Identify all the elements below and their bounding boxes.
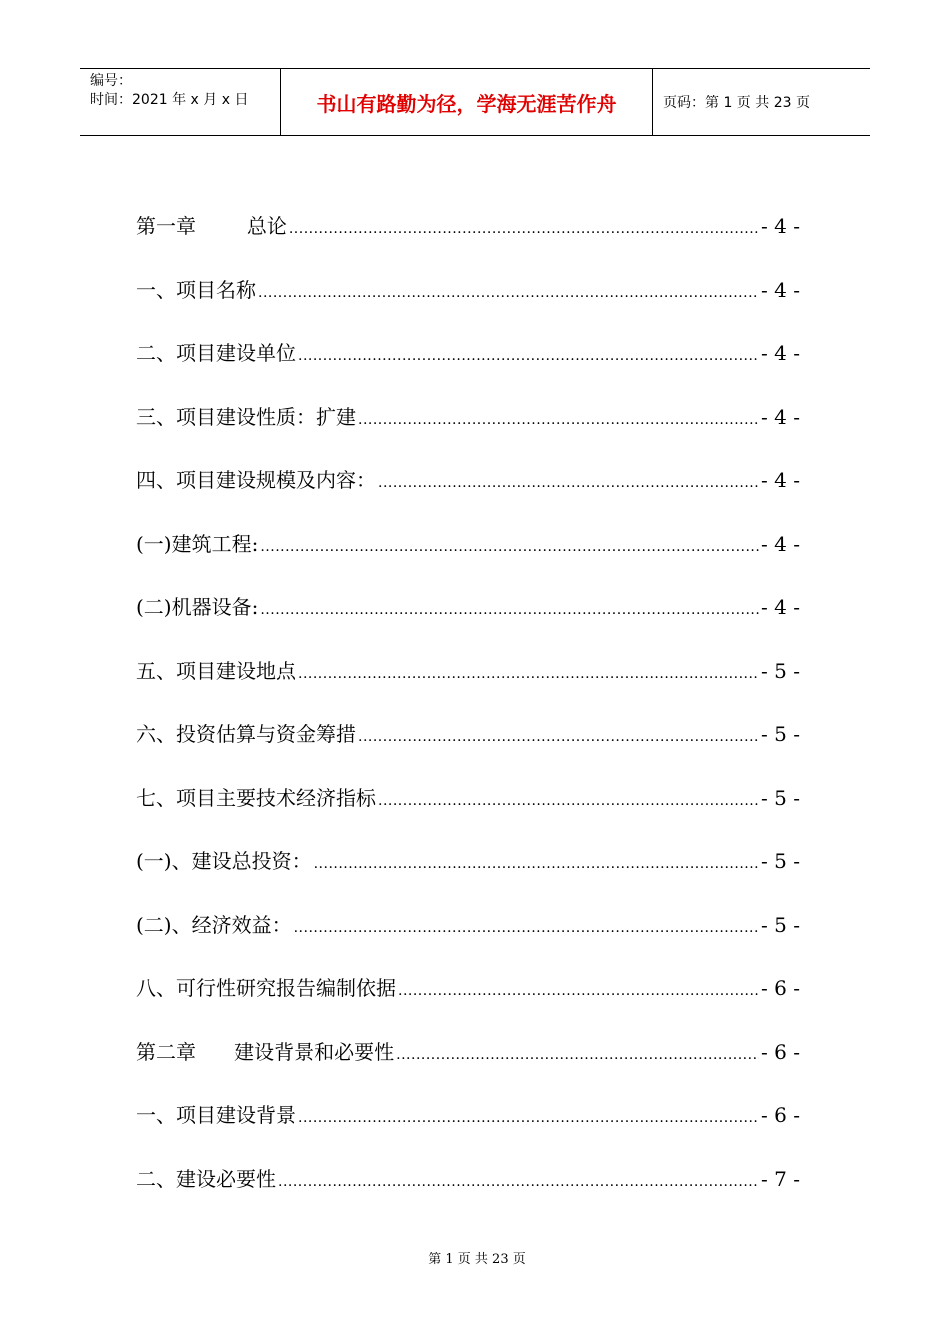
toc-entry-page: - 4 - (761, 214, 800, 238)
toc-entry[interactable] (136, 274, 800, 338)
toc-entry-page: - 4 - (761, 531, 800, 556)
toc-entry-page: - 5 - (761, 785, 800, 810)
toc-entry-title: (一)建筑工程: (136, 531, 259, 556)
toc-dot-leader (298, 666, 759, 682)
toc-entry-page: - 4 - (761, 404, 800, 429)
header-meta (80, 69, 281, 135)
toc-dot-leader (378, 475, 759, 491)
toc-entry-title: 二、项目建设单位 (136, 341, 296, 365)
toc-entry[interactable] (136, 401, 800, 465)
toc-dot-leader (294, 920, 759, 936)
toc-entry[interactable] (136, 591, 800, 655)
page-footer: 第 1 页 共 23 页 (428, 1252, 526, 1267)
toc-dot-leader (278, 1174, 759, 1190)
toc-entry-page: - 4 - (761, 277, 800, 302)
time-label: 时间：2021 年 x 月 x 日 (90, 92, 249, 108)
toc-dot-leader (314, 856, 759, 872)
toc-dot-leader (260, 602, 759, 618)
toc-entry-page: - 6 - (761, 976, 800, 1000)
toc-entry-title: 三、项目建设性质：扩建 (136, 404, 356, 429)
toc-entry-page: - 5 - (761, 658, 800, 683)
toc-entry-title: 一、项目建设背景 (136, 1103, 296, 1127)
toc-dot-leader (396, 1047, 759, 1063)
toc-entry-page: - 6 - (761, 1039, 800, 1064)
toc-entry-title: 第一章 总论 (136, 214, 287, 238)
toc-entry[interactable] (136, 782, 800, 846)
toc-entry-title: (二)、经济效益： (136, 912, 292, 937)
table-of-contents (136, 210, 800, 1226)
toc-entry[interactable] (136, 718, 800, 782)
toc-entry-title: (二)机器设备: (136, 595, 259, 619)
toc-entry-title: 二、建设必要性 (136, 1166, 276, 1191)
toc-entry-page: - 5 - (761, 722, 800, 746)
page-header (80, 68, 870, 136)
toc-dot-leader (289, 221, 759, 237)
toc-dot-leader (378, 793, 759, 809)
toc-entry[interactable] (136, 1099, 800, 1163)
serial-label: 编号： (90, 73, 132, 89)
toc-entry-title: 七、项目主要技术经济指标 (136, 785, 376, 810)
toc-entry-title: 第二章 建设背景和必要性 (136, 1039, 395, 1064)
toc-entry-title: 六、投资估算与资金筹措 (136, 722, 356, 746)
toc-entry-page: - 7 - (761, 1166, 800, 1191)
toc-entry-title: 八、可行性研究报告编制依据 (136, 976, 396, 1000)
header-motto: 书山有路勤为径，学海无涯苦作舟 (281, 69, 653, 135)
toc-dot-leader (258, 285, 759, 301)
toc-entry-page: - 4 - (761, 341, 800, 365)
toc-entry[interactable] (136, 210, 800, 274)
toc-entry-title: (一)、建设总投资： (136, 849, 312, 873)
toc-entry-page: - 5 - (761, 849, 800, 873)
toc-entry-page: - 4 - (761, 468, 800, 492)
toc-entry-page: - 5 - (761, 912, 800, 937)
toc-entry[interactable] (136, 464, 800, 528)
toc-dot-leader (298, 348, 759, 364)
toc-dot-leader (260, 539, 759, 555)
toc-dot-leader (298, 1110, 759, 1126)
header-page-info: 页码：第 1 页 共 23 页 (663, 95, 810, 111)
toc-entry-title: 四、项目建设规模及内容： (136, 468, 376, 492)
toc-dot-leader (358, 729, 759, 745)
toc-entry-title: 五、项目建设地点 (136, 658, 296, 683)
toc-entry[interactable] (136, 972, 800, 1036)
toc-entry-page: - 6 - (761, 1103, 800, 1127)
toc-entry-page: - 4 - (761, 595, 800, 619)
toc-entry[interactable] (136, 909, 800, 973)
toc-entry[interactable] (136, 655, 800, 719)
toc-entry[interactable] (136, 1163, 800, 1227)
toc-entry[interactable] (136, 1036, 800, 1100)
toc-entry[interactable] (136, 528, 800, 592)
toc-entry[interactable] (136, 337, 800, 401)
toc-dot-leader (358, 412, 759, 428)
toc-entry[interactable] (136, 845, 800, 909)
toc-dot-leader (398, 983, 759, 999)
toc-entry-title: 一、项目名称 (136, 277, 256, 302)
